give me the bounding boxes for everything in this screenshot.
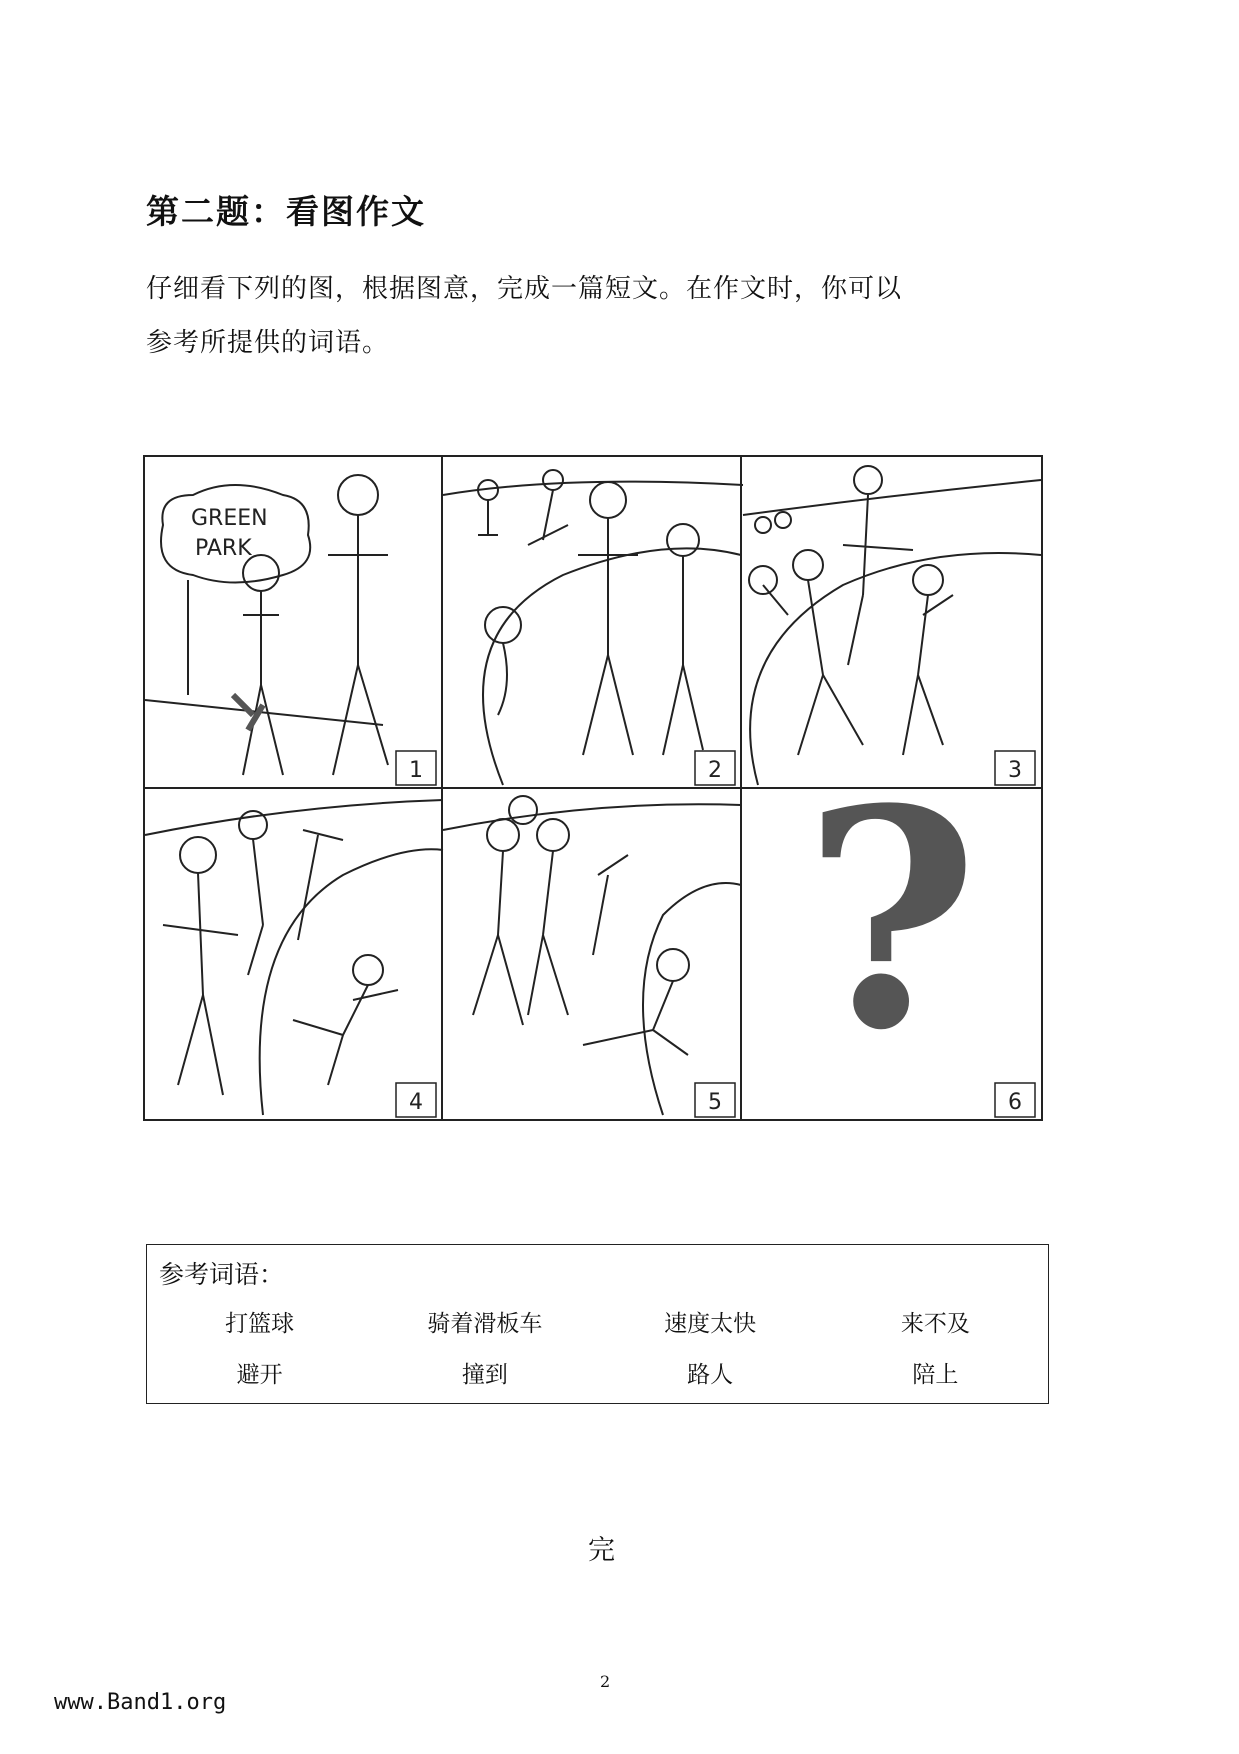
site-watermark: www.Band1.org bbox=[54, 1690, 227, 1715]
sign-text-line-2: PARK bbox=[195, 536, 252, 561]
vocab-word: 打篮球 bbox=[225, 1311, 295, 1337]
instructions bbox=[146, 262, 1066, 370]
vocabulary-box bbox=[146, 1244, 1049, 1404]
sign-text-line-1: GREEN bbox=[191, 506, 268, 531]
vocab-word: 陪上 bbox=[912, 1362, 959, 1388]
panel-number-6: 6 bbox=[1008, 1090, 1022, 1115]
panel-number-4: 4 bbox=[409, 1090, 423, 1115]
panel-4-illustration bbox=[145, 800, 443, 1115]
panel-5-illustration bbox=[443, 796, 741, 1115]
comic-strip bbox=[143, 455, 1043, 1121]
vocab-word: 来不及 bbox=[900, 1311, 970, 1337]
vocabulary-title: 参考词语： bbox=[159, 1260, 285, 1289]
panel-number-3: 3 bbox=[1008, 758, 1022, 783]
vocab-word: 撞到 bbox=[461, 1362, 508, 1388]
vocab-word: 速度太快 bbox=[664, 1311, 757, 1337]
panel-3-illustration bbox=[743, 466, 1041, 785]
panel-number-1: 1 bbox=[409, 758, 423, 783]
panel-number-5: 5 bbox=[708, 1090, 722, 1115]
instructions-line-2: 参考所提供的词语。 bbox=[146, 328, 390, 358]
vocab-word: 避开 bbox=[236, 1362, 283, 1388]
instructions-line-1: 仔细看下列的图，根据图意，完成一篇短文。在作文时，你可以 bbox=[146, 274, 903, 304]
panel-2-illustration bbox=[443, 470, 743, 785]
end-mark: 完 bbox=[588, 1535, 615, 1566]
question-heading: 第二题：看图作文 bbox=[146, 192, 426, 231]
vocab-word: 路人 bbox=[687, 1362, 734, 1388]
page-number: 2 bbox=[600, 1672, 611, 1691]
panel-number-2: 2 bbox=[708, 758, 722, 783]
vocabulary-grid bbox=[147, 1305, 1048, 1389]
vocab-word: 骑着滑板车 bbox=[427, 1311, 543, 1337]
question-mark: ? bbox=[803, 743, 979, 1096]
